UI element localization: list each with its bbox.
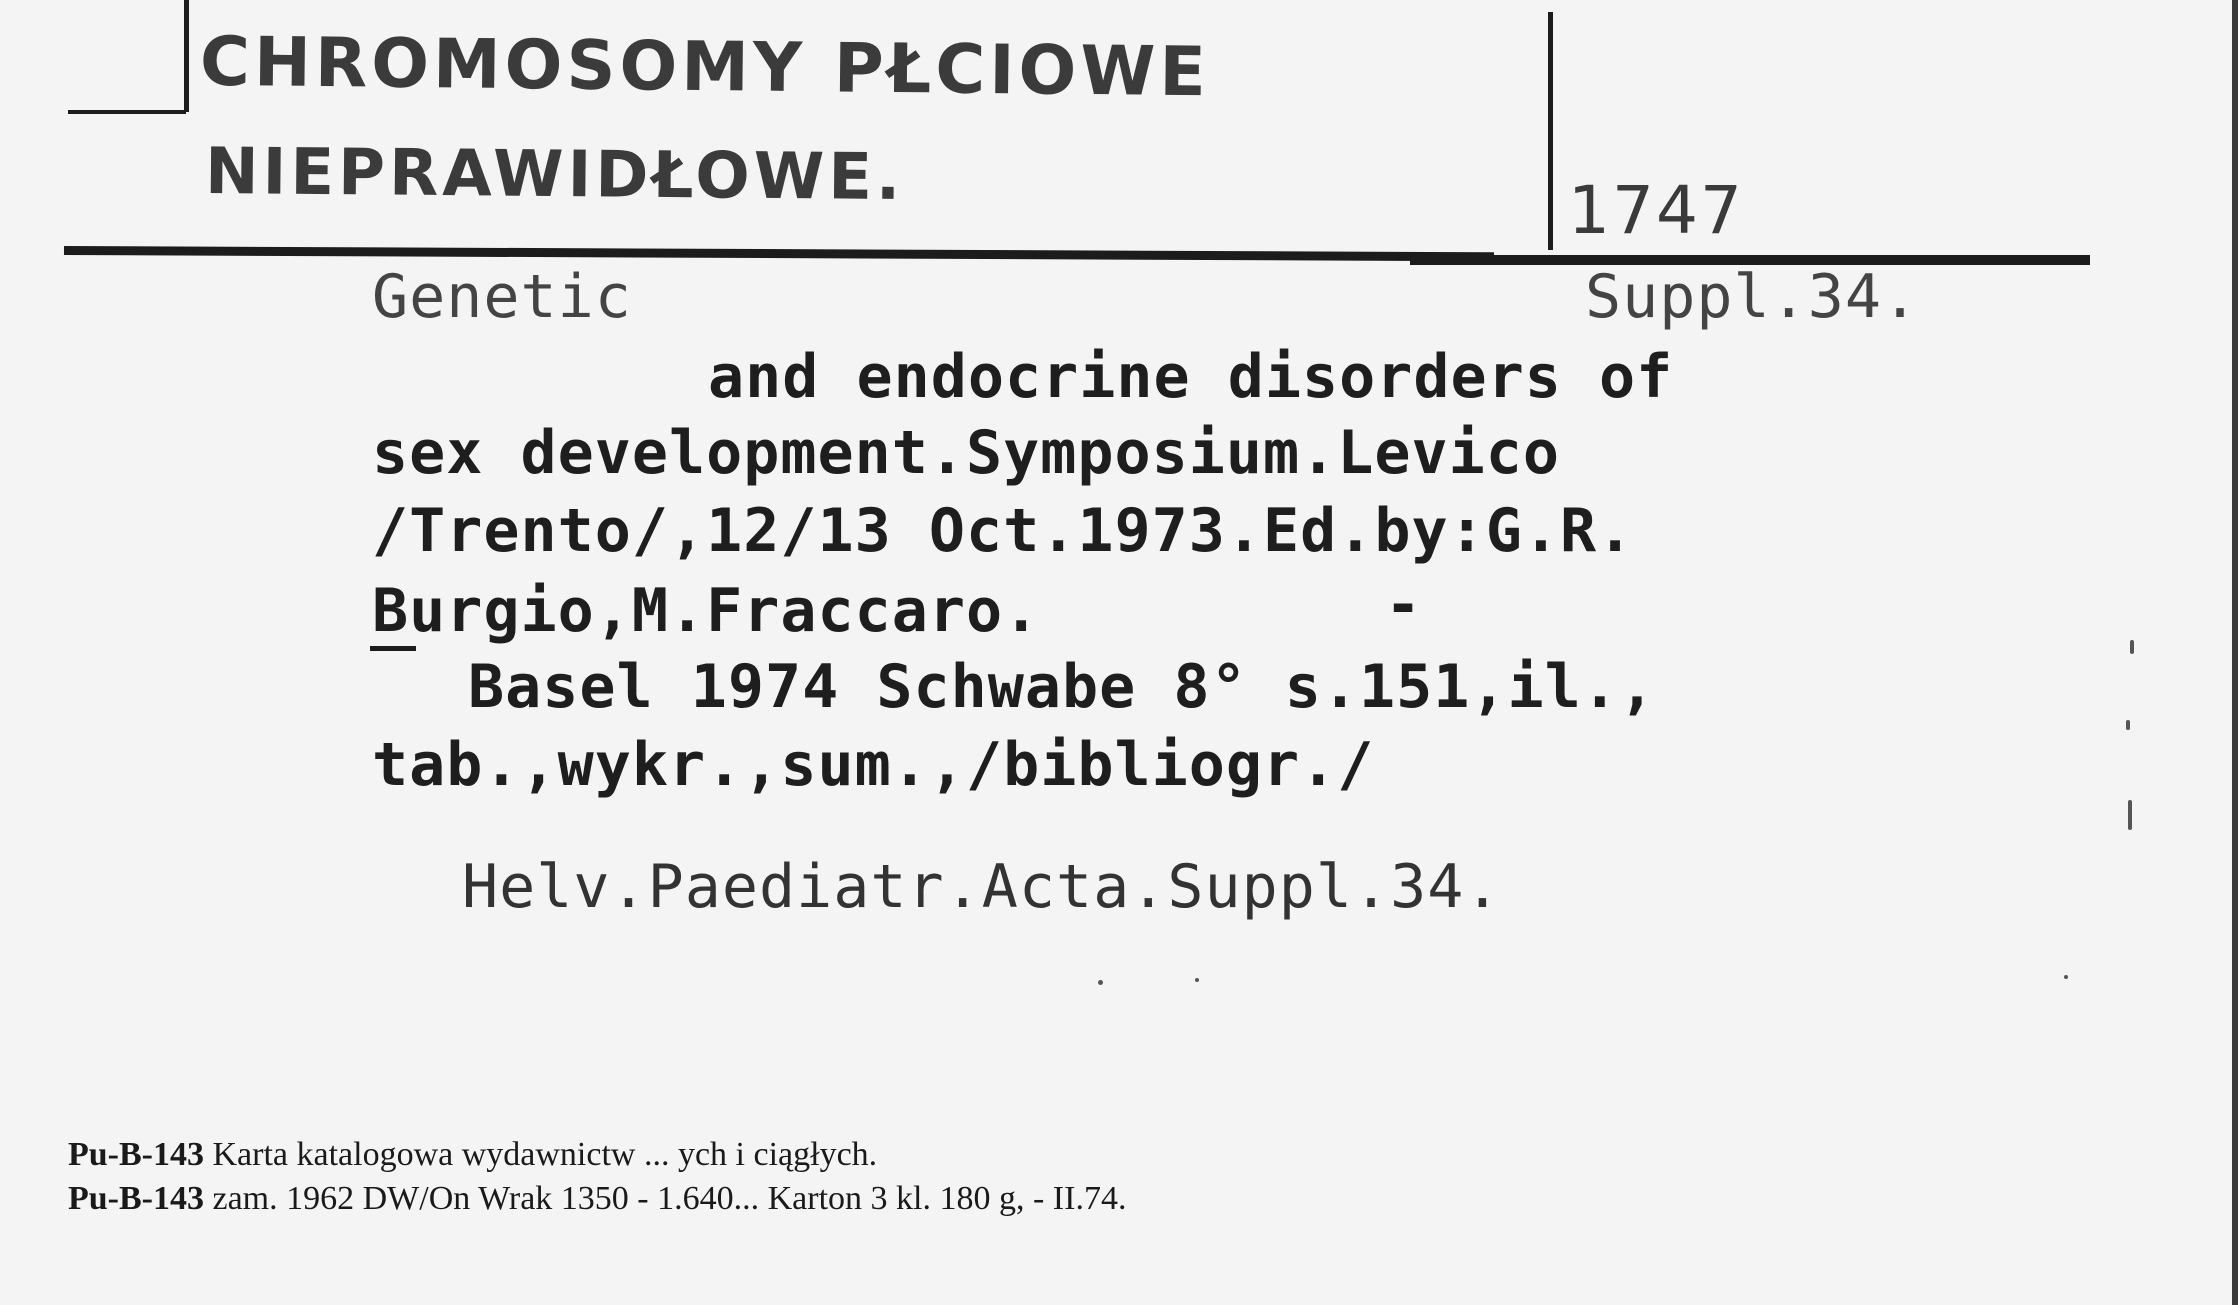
speck <box>1098 980 1103 985</box>
speck <box>2126 720 2130 730</box>
subject-heading-line1: CHROMOSOMY PŁCIOWE <box>199 22 1211 113</box>
entry-line-4: /Trento/,12/13 Oct.1973.Ed.by:G.R. <box>372 496 1635 566</box>
footer-text-2: zam. 1962 DW/On Wrak 1350 - 1.640... Karton 3 kl. 180 g, - II.74. <box>212 1180 1127 1217</box>
footer-text-1: Karta katalogowa wydawnictw ... ych i ciągłych. <box>212 1136 878 1173</box>
author-underline <box>370 646 416 651</box>
speck <box>2130 640 2134 654</box>
heading-left-tick <box>68 110 186 114</box>
entry-title-start: Genetic <box>372 262 632 332</box>
heading-underline <box>64 246 1494 261</box>
entry-line-3: sex development.Symposium.Levico <box>372 418 1560 488</box>
footer-line-2 <box>68 1180 1126 1218</box>
footer-code-1: Pu-B-143 <box>68 1136 204 1173</box>
speck <box>2128 800 2132 830</box>
entry-series-note: Helv.Paediatr.Acta.Suppl.34. <box>462 852 1502 922</box>
heading-right-divider <box>1548 12 1553 250</box>
speck <box>2064 975 2068 979</box>
footer-code-2: Pu-B-143 <box>68 1180 204 1217</box>
entry-physical-description: tab.,wykr.,sum.,/bibliogr./ <box>372 730 1375 800</box>
footer-line-1 <box>68 1136 877 1174</box>
entry-series-short: Suppl.34. <box>1585 262 1920 332</box>
entry-line-2: and endocrine disorders of <box>708 342 1674 412</box>
entry-imprint: Basel 1974 Schwabe 8° s.151,il., <box>468 652 1656 722</box>
entry-line-5-mark: - <box>1385 570 1423 640</box>
call-number: 1747 <box>1568 172 1744 249</box>
heading-left-divider <box>184 0 189 112</box>
entry-line-5: Burgio,M.Fraccaro. <box>372 576 1041 646</box>
subject-heading-line2: NIEPRAWIDŁOWE. <box>204 134 905 216</box>
speck <box>1195 978 1199 982</box>
card-edge <box>2232 0 2238 1305</box>
